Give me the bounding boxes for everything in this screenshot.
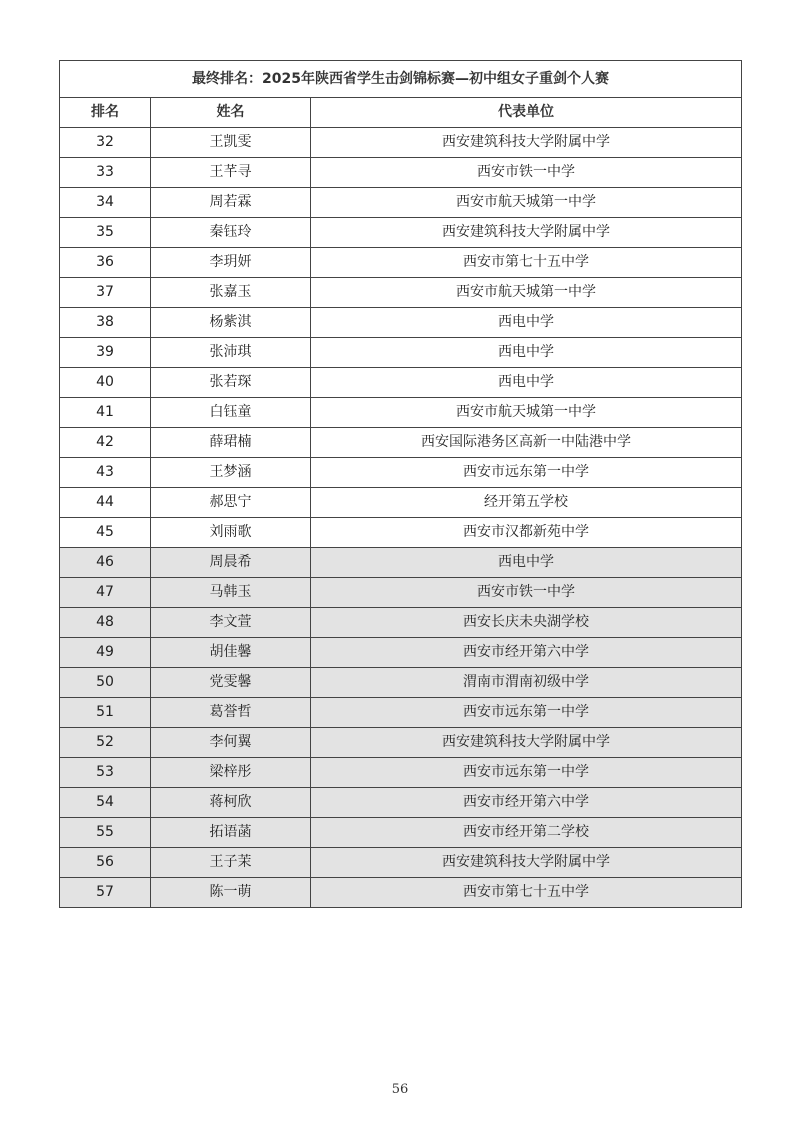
rank-cell: 43 <box>60 458 151 488</box>
name-cell: 周晨希 <box>151 548 311 578</box>
name-cell: 党雯馨 <box>151 668 311 698</box>
unit-cell: 西安建筑科技大学附属中学 <box>311 848 742 878</box>
header-rank: 排名 <box>60 98 151 128</box>
name-cell: 薛珺楠 <box>151 428 311 458</box>
header-unit: 代表单位 <box>311 98 742 128</box>
header-name: 姓名 <box>151 98 311 128</box>
table-row <box>60 308 742 338</box>
unit-cell: 西电中学 <box>311 368 742 398</box>
table-row <box>60 578 742 608</box>
page-number: 56 <box>391 1082 409 1097</box>
table-row <box>60 728 742 758</box>
table-row <box>60 128 742 158</box>
table-row <box>60 668 742 698</box>
name-cell: 李文萱 <box>151 608 311 638</box>
table-row <box>60 158 742 188</box>
table-row <box>60 758 742 788</box>
unit-cell: 西安市航天城第一中学 <box>311 188 742 218</box>
table-row <box>60 368 742 398</box>
table-row <box>60 248 742 278</box>
table-row <box>60 818 742 848</box>
table-row <box>60 218 742 248</box>
unit-cell: 西安市经开第二学校 <box>311 818 742 848</box>
table-row <box>60 878 742 908</box>
table-row <box>60 608 742 638</box>
name-cell: 秦钰玲 <box>151 218 311 248</box>
name-cell: 张若琛 <box>151 368 311 398</box>
name-cell: 王子茉 <box>151 848 311 878</box>
rank-cell: 50 <box>60 668 151 698</box>
rank-cell: 57 <box>60 878 151 908</box>
rank-cell: 44 <box>60 488 151 518</box>
rank-cell: 52 <box>60 728 151 758</box>
rank-cell: 48 <box>60 608 151 638</box>
unit-cell: 西电中学 <box>311 548 742 578</box>
table-row <box>60 338 742 368</box>
table-row <box>60 278 742 308</box>
table-row <box>60 488 742 518</box>
rank-cell: 56 <box>60 848 151 878</box>
unit-cell: 经开第五学校 <box>311 488 742 518</box>
rank-cell: 38 <box>60 308 151 338</box>
table-header-row <box>60 98 742 128</box>
table-row <box>60 188 742 218</box>
name-cell: 杨紫淇 <box>151 308 311 338</box>
rank-cell: 55 <box>60 818 151 848</box>
name-cell: 陈一萌 <box>151 878 311 908</box>
unit-cell: 西安长庆未央湖学校 <box>311 608 742 638</box>
table-row <box>60 698 742 728</box>
table-row <box>60 518 742 548</box>
name-cell: 梁梓彤 <box>151 758 311 788</box>
name-cell: 马韩玉 <box>151 578 311 608</box>
name-cell: 周若霖 <box>151 188 311 218</box>
unit-cell: 渭南市渭南初级中学 <box>311 668 742 698</box>
unit-cell: 西安市远东第一中学 <box>311 698 742 728</box>
name-cell: 拓语菡 <box>151 818 311 848</box>
unit-cell: 西电中学 <box>311 308 742 338</box>
unit-cell: 西安建筑科技大学附属中学 <box>311 728 742 758</box>
rank-cell: 34 <box>60 188 151 218</box>
table-body <box>60 128 742 908</box>
unit-cell: 西安市铁一中学 <box>311 578 742 608</box>
name-cell: 张沛琪 <box>151 338 311 368</box>
name-cell: 王凯雯 <box>151 128 311 158</box>
name-cell: 王芊寻 <box>151 158 311 188</box>
unit-cell: 西安市第七十五中学 <box>311 248 742 278</box>
name-cell: 胡佳馨 <box>151 638 311 668</box>
ranking-table <box>59 60 742 908</box>
name-cell: 白钰童 <box>151 398 311 428</box>
rank-cell: 40 <box>60 368 151 398</box>
rank-cell: 51 <box>60 698 151 728</box>
name-cell: 蒋柯欣 <box>151 788 311 818</box>
rank-cell: 45 <box>60 518 151 548</box>
rank-cell: 33 <box>60 158 151 188</box>
name-cell: 王梦涵 <box>151 458 311 488</box>
name-cell: 刘雨歌 <box>151 518 311 548</box>
unit-cell: 西安市第七十五中学 <box>311 878 742 908</box>
rank-cell: 37 <box>60 278 151 308</box>
unit-cell: 西安市汉都新苑中学 <box>311 518 742 548</box>
table-row <box>60 788 742 818</box>
table-title-row <box>60 61 742 98</box>
rank-cell: 36 <box>60 248 151 278</box>
unit-cell: 西安市经开第六中学 <box>311 788 742 818</box>
unit-cell: 西安市航天城第一中学 <box>311 398 742 428</box>
unit-cell: 西安市远东第一中学 <box>311 458 742 488</box>
unit-cell: 西安建筑科技大学附属中学 <box>311 128 742 158</box>
table-title: 最终排名：2025年陕西省学生击剑锦标赛—初中组女子重剑个人赛 <box>60 61 742 98</box>
rank-cell: 54 <box>60 788 151 818</box>
unit-cell: 西安市航天城第一中学 <box>311 278 742 308</box>
rank-cell: 53 <box>60 758 151 788</box>
table-row <box>60 428 742 458</box>
rank-cell: 41 <box>60 398 151 428</box>
table-row <box>60 638 742 668</box>
unit-cell: 西安市远东第一中学 <box>311 758 742 788</box>
unit-cell: 西安国际港务区高新一中陆港中学 <box>311 428 742 458</box>
table-row <box>60 398 742 428</box>
rank-cell: 46 <box>60 548 151 578</box>
table-row <box>60 458 742 488</box>
table-row <box>60 548 742 578</box>
unit-cell: 西安市经开第六中学 <box>311 638 742 668</box>
unit-cell: 西安建筑科技大学附属中学 <box>311 218 742 248</box>
name-cell: 李何翼 <box>151 728 311 758</box>
name-cell: 郝思宁 <box>151 488 311 518</box>
unit-cell: 西电中学 <box>311 338 742 368</box>
rank-cell: 49 <box>60 638 151 668</box>
unit-cell: 西安市铁一中学 <box>311 158 742 188</box>
name-cell: 葛誉哲 <box>151 698 311 728</box>
table-row <box>60 848 742 878</box>
rank-cell: 42 <box>60 428 151 458</box>
rank-cell: 35 <box>60 218 151 248</box>
rank-cell: 47 <box>60 578 151 608</box>
rank-cell: 32 <box>60 128 151 158</box>
rank-cell: 39 <box>60 338 151 368</box>
name-cell: 李玥妍 <box>151 248 311 278</box>
name-cell: 张嘉玉 <box>151 278 311 308</box>
